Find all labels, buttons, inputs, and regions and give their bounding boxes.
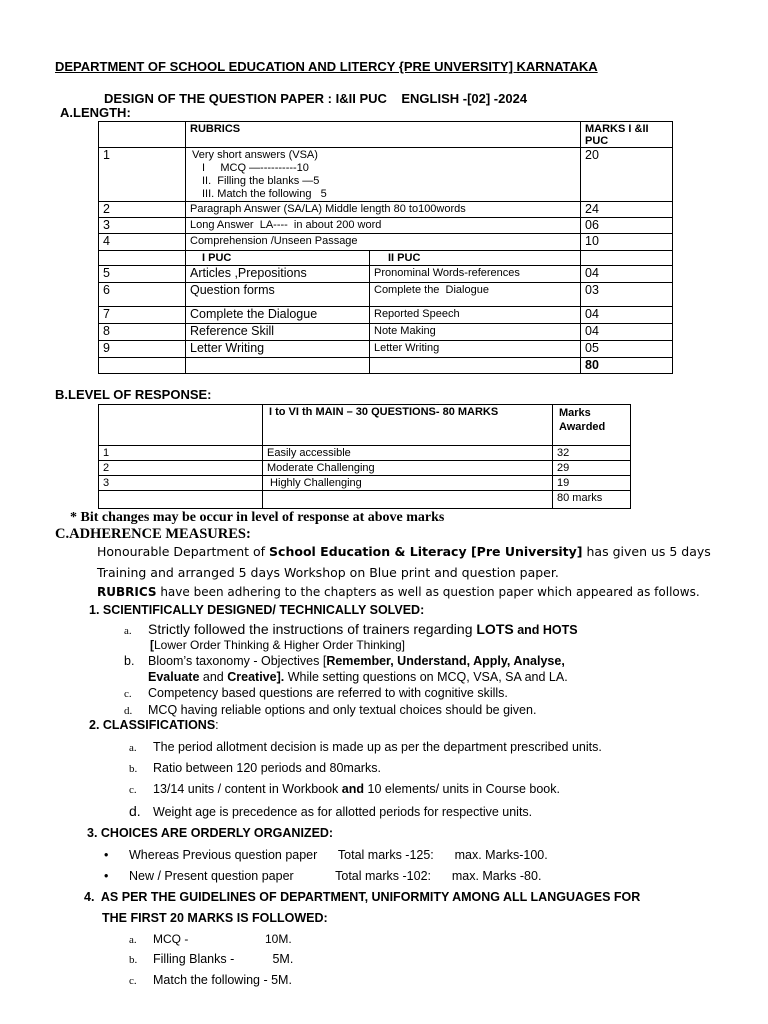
s3-bullet-1 [104,848,548,862]
marks-cell: 10 [581,234,673,251]
item-text: Weight age is precedence as for allotted periods for respective units. [153,805,533,819]
item-label: c. [129,784,137,796]
item-text: Match the following - 5M. [153,973,292,987]
item-bold: Creative]. [227,670,285,684]
s2-title [89,718,219,732]
item-label: c. [124,688,132,700]
item-bold: Remember, Understand, Apply, Analyse, [326,654,565,668]
s2-title-text: 2. CLASSIFICATIONS [89,718,216,732]
item-bold: [ [150,638,154,652]
marks-cell: 19 [553,476,631,491]
row-no: 6 [99,283,186,307]
item-label: b. [129,954,138,966]
s3-bullet-2 [104,869,541,883]
ii-puc-cell: Reported Speech [370,307,581,324]
s4-title-1: 4. AS PER THE GUIDELINES OF DEPARTMENT, UNIFORMITY AMONG ALL LANGUAGES FOR [84,890,641,904]
marks-cell: 29 [553,461,631,476]
marks-cell: 06 [581,218,673,234]
row-no: 8 [99,324,186,341]
item-text: 10 elements/ units in Course book. [364,782,560,796]
s1-item-b-cont [148,670,568,684]
s4-item-b [129,952,293,966]
s1-item-a [124,621,578,637]
item-text: Bloom’s taxonomy - Objectives [ [148,654,327,668]
marks-cell: 03 [581,283,673,307]
marks-cell: 04 [581,307,673,324]
intro-text: Honourable Department of [97,544,270,559]
item-text: Whereas Previous question paper Total marks -125: max. Marks-100. [129,848,548,862]
item-text: MCQ - 10M. [153,932,292,946]
vsa-sub-3: III. Match the following 5 [202,188,327,200]
rubric-text: Comprehension /Unseen Passage [186,234,581,251]
row-no: 1 [99,148,186,202]
rubrics-table [98,121,673,374]
item-text: and [199,670,228,684]
item-label: a. [124,625,132,637]
item-label: b. [124,654,135,668]
marks-header: MARKS I &II PUC [581,122,673,148]
s2-item-c [129,782,560,796]
marks-cell: 05 [581,341,673,358]
item-text: While setting questions on MCQ, VSA, SA and LA. [284,670,568,684]
intro-bold: School Education & Literacy [Pre University] [269,544,583,559]
s4-item-c [129,973,292,987]
section-a-title: A.LENGTH: [60,105,131,120]
row-no: 2 [99,202,186,218]
s4-title-2: THE FIRST 20 MARKS IS FOLLOWED: [102,911,328,925]
s2-item-b [129,761,381,775]
item-text: Strictly followed the instructions of trainers regarding [148,621,477,637]
rubric-text: Paragraph Answer (SA/LA) Middle length 80 to100words [186,202,581,218]
item-bold: and [341,782,365,796]
intro-bold: RUBRICS [97,585,157,599]
department-heading: DEPARTMENT OF SCHOOL EDUCATION AND LITERCY {PRE UNVERSITY] KARNATAKA [55,59,598,74]
row-no: 1 [99,446,263,461]
s4-item-a [129,932,292,946]
intro-line-1 [97,544,711,559]
bullet-icon: • [104,869,109,883]
response-note: * Bit changes may be occur in level of response at above marks [70,510,445,525]
row-no: 4 [99,234,186,251]
i-puc-cell: Complete the Dialogue [186,307,370,324]
level-cell: Highly Challenging [263,476,553,491]
row-no: 7 [99,307,186,324]
item-label: b. [129,763,138,775]
item-label: a. [129,742,137,754]
s3-title: 3. CHOICES ARE ORDERLY ORGANIZED: [87,826,334,840]
level-main-header: I to VI th MAIN – 30 QUESTIONS- 80 MARKS [263,405,553,446]
level-cell: Easily accessible [263,446,553,461]
ii-puc-header: II PUC [370,251,581,266]
ii-puc-cell: Complete the Dialogue [370,283,581,307]
marks-cell: 04 [581,324,673,341]
total-marks-cell: 80 [581,358,673,374]
s1-item-b [124,654,565,668]
row-no: 5 [99,266,186,283]
marks-cell: 24 [581,202,673,218]
item-bold: and HOTS [513,623,578,637]
item-text: New / Present question paper Total marks -102: max. Marks -80. [129,869,542,883]
item-text: Lower Order Thinking & Higher Order Thinking] [154,638,406,652]
ii-puc-cell: Letter Writing [370,341,581,358]
i-puc-cell: Letter Writing [186,341,370,358]
item-label: a. [129,934,137,946]
row-no: 9 [99,341,186,358]
bullet-icon: • [104,848,109,862]
i-puc-cell: Question forms [186,283,370,307]
s1-item-a-cont [150,638,405,652]
ii-puc-cell: Pronominal Words-references [370,266,581,283]
s1-item-d [124,703,536,717]
intro-text: have been adhering to the chapters as well as question paper which appeared as follows. [156,585,700,599]
item-text: Ratio between 120 periods and 80marks. [153,761,381,775]
item-label: d. [124,705,133,717]
row-no: 3 [99,218,186,234]
marks-awarded-header: Marks Awarded [553,405,631,446]
intro-line-2: Training and arranged 5 days Workshop on Blue print and question paper. [97,565,559,580]
s1-title: 1. SCIENTIFICALLY DESIGNED/ TECHNICALLY SOLVED: [89,603,425,617]
row-no: 2 [99,461,263,476]
level-cell: Moderate Challenging [263,461,553,476]
s2-title-colon: : [215,718,219,732]
item-label: c. [129,975,137,987]
s2-item-a [129,740,602,754]
i-puc-cell: Reference Skill [186,324,370,341]
item-text: 13/14 units / content in Workbook [153,782,342,796]
design-heading: DESIGN OF THE QUESTION PAPER : I&II PUC ENGLISH -[02] -2024 [104,91,528,106]
vsa-sub-1: I MCQ —----------10 [202,162,309,174]
row-no: 3 [99,476,263,491]
item-text: The period allotment decision is made up as per the department prescribed units. [153,740,602,754]
i-puc-cell: Articles ,Prepositions [186,266,370,283]
s1-item-c [124,686,508,700]
marks-cell: 04 [581,266,673,283]
item-bold: LOTS [476,621,514,637]
rubrics-header: RUBRICS [186,122,581,148]
s2-item-d [129,803,532,819]
section-c-title: C.ADHERENCE MEASURES: [55,526,251,542]
item-text: MCQ having reliable options and only textual choices should be given. [148,703,537,717]
rubric-cell [186,148,581,202]
item-bold: Evaluate [148,670,200,684]
intro-line-3 [97,585,700,599]
total-marks-cell: 80 marks [553,491,631,509]
item-text: Competency based questions are referred to with cognitive skills. [148,686,508,700]
marks-cell: 32 [553,446,631,461]
marks-cell: 20 [581,148,673,202]
ii-puc-cell: Note Making [370,324,581,341]
intro-text: has given us 5 days [582,544,711,559]
i-puc-header: I PUC [186,251,370,266]
item-label: d. [129,803,141,819]
vsa-sub-2: II. Filling the blanks —5 [202,175,320,187]
section-b-title: B.LEVEL OF RESPONSE: [55,387,212,402]
rubric-text: Very short answers (VSA) [192,149,318,161]
item-text: Filling Blanks - 5M. [153,952,294,966]
level-of-response-table [98,404,631,509]
rubric-text: Long Answer LA---- in about 200 word [186,218,581,234]
